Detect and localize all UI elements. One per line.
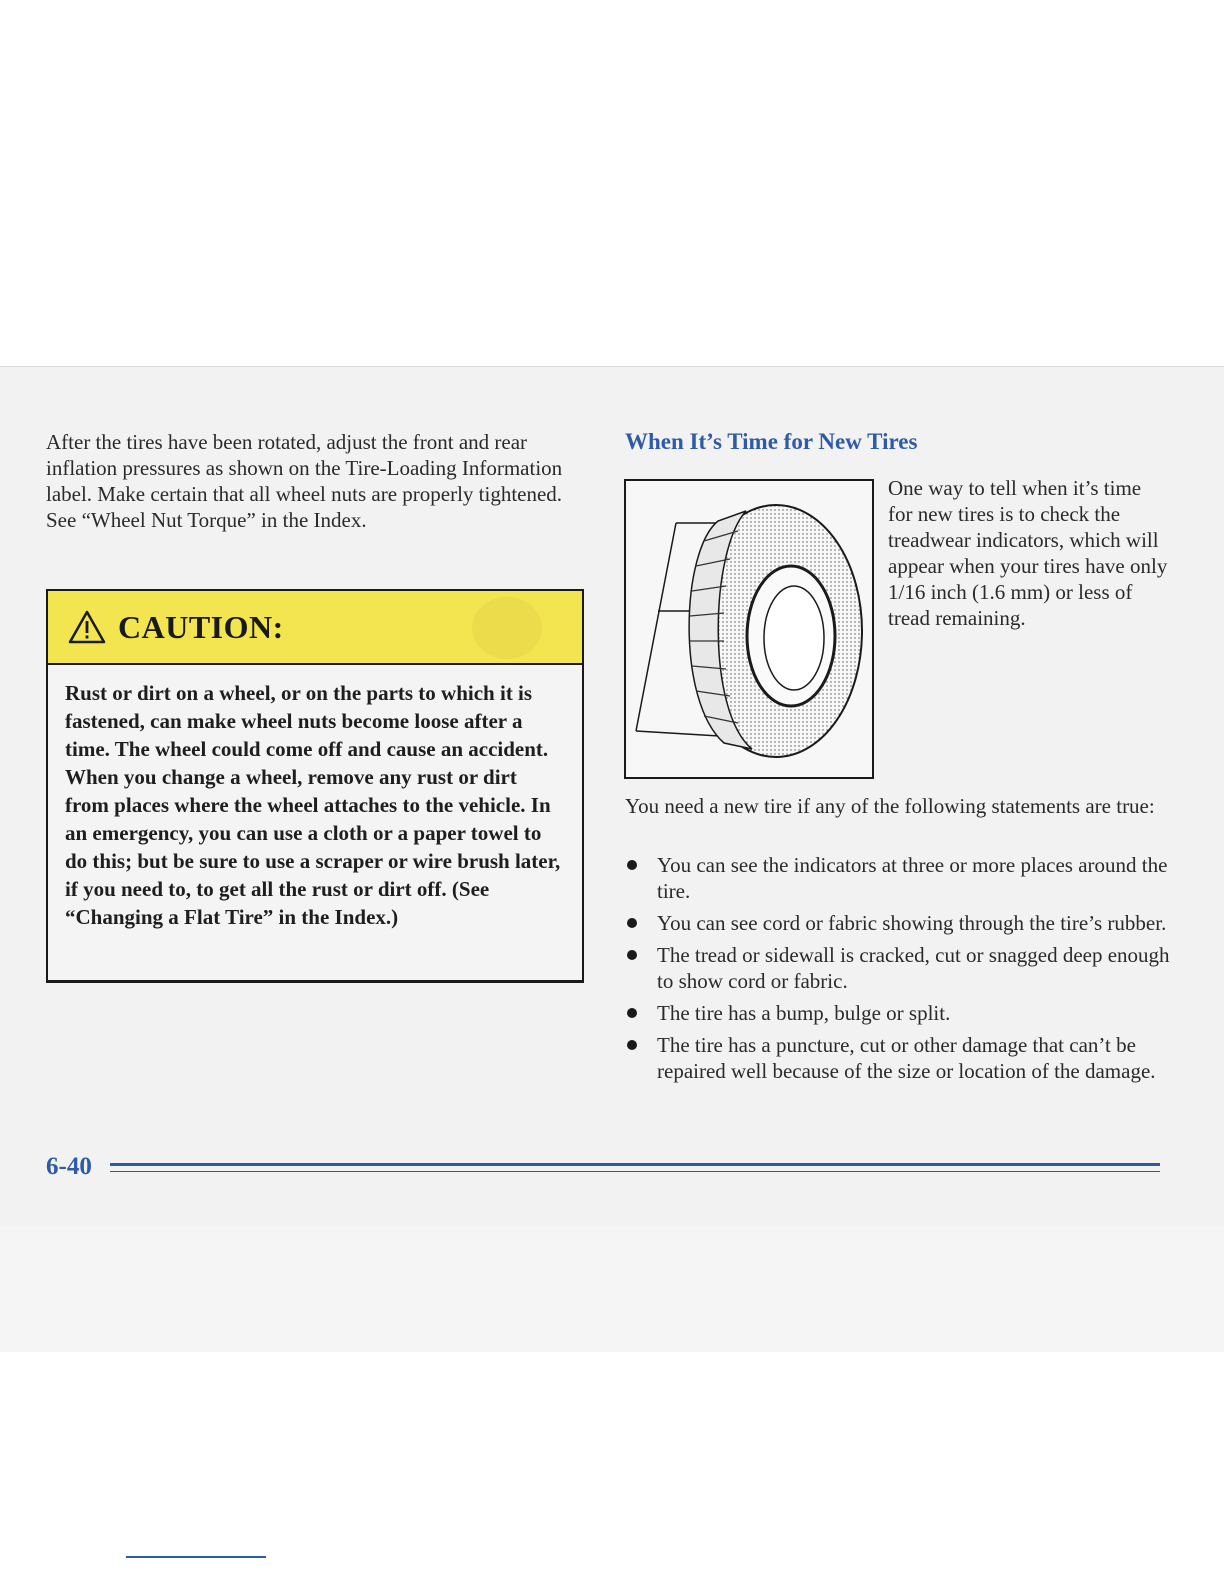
- bottom-band: [0, 1226, 1224, 1352]
- manual-page: [0, 366, 1224, 1227]
- list-item: [625, 1032, 1170, 1084]
- rotation-paragraph: After the tires have been rotated, adjust the front and rear inflation pressures as shown on the Tire-Loading Information label. Make certain that all wheel nuts are properly tightened. See “Wheel Nut Torque” in the Index.: [46, 430, 563, 532]
- list-item-text: The tread or sidewall is cracked, cut or snagged deep enough to show cord or fabric.: [657, 943, 1170, 993]
- new-tire-intro: You need a new tire if any of the following statements are true:: [625, 794, 1155, 818]
- list-item: [625, 1000, 1170, 1026]
- footer-rule: [110, 1163, 1160, 1166]
- list-item: [625, 852, 1170, 904]
- list-item-text: You can see cord or fabric showing through the tire’s rubber.: [657, 911, 1167, 935]
- header-highlight: [472, 597, 542, 659]
- list-item-text: You can see the indicators at three or more places around the tire.: [657, 853, 1168, 903]
- bottom-link-underline: [126, 1556, 266, 1558]
- bullet-icon: [627, 1008, 637, 1018]
- bullet-icon: [627, 1040, 637, 1050]
- tire-illustration: [624, 479, 874, 779]
- list-item-text: The tire has a puncture, cut or other damage that can’t be repaired well because of the size or location of the damage.: [657, 1033, 1156, 1083]
- list-item: [625, 942, 1170, 994]
- bullet-icon: [627, 950, 637, 960]
- page-number: 6-40: [46, 1153, 92, 1180]
- new-tire-conditions: [625, 852, 1170, 1090]
- bullet-icon: [627, 860, 637, 870]
- caution-title: CAUTION:: [118, 608, 284, 645]
- treadwear-paragraph: One way to tell when it’s time for new tires is to check the treadwear indicators, which will appear when your tires have only 1/16 inch (1.6 mm) or less of tread remaining.: [888, 476, 1168, 630]
- caution-header: [48, 591, 582, 665]
- list-item-text: The tire has a bump, bulge or split.: [657, 1001, 951, 1025]
- list-item: [625, 910, 1170, 936]
- caution-box: [46, 589, 584, 983]
- tire-icon: [626, 481, 872, 777]
- section-heading: When It’s Time for New Tires: [625, 429, 918, 454]
- footer-rule-thin: [110, 1171, 1160, 1172]
- warning-triangle-icon: [68, 610, 106, 644]
- bullet-icon: [627, 918, 637, 928]
- caution-body: Rust or dirt on a wheel, or on the parts to which it is fastened, can make wheel nuts become loose after a time. The wheel could come off and cause an accident. When you change a wheel, remove any rust or dirt from places where the wheel attaches to the vehicle. In an emergency, you can use a cloth or a paper towel to do this; but be sure to use a scraper or wire brush later, if you need to, to get all the rust or dirt off. (See “Changing a Flat Tire” in the Index.): [65, 681, 561, 929]
